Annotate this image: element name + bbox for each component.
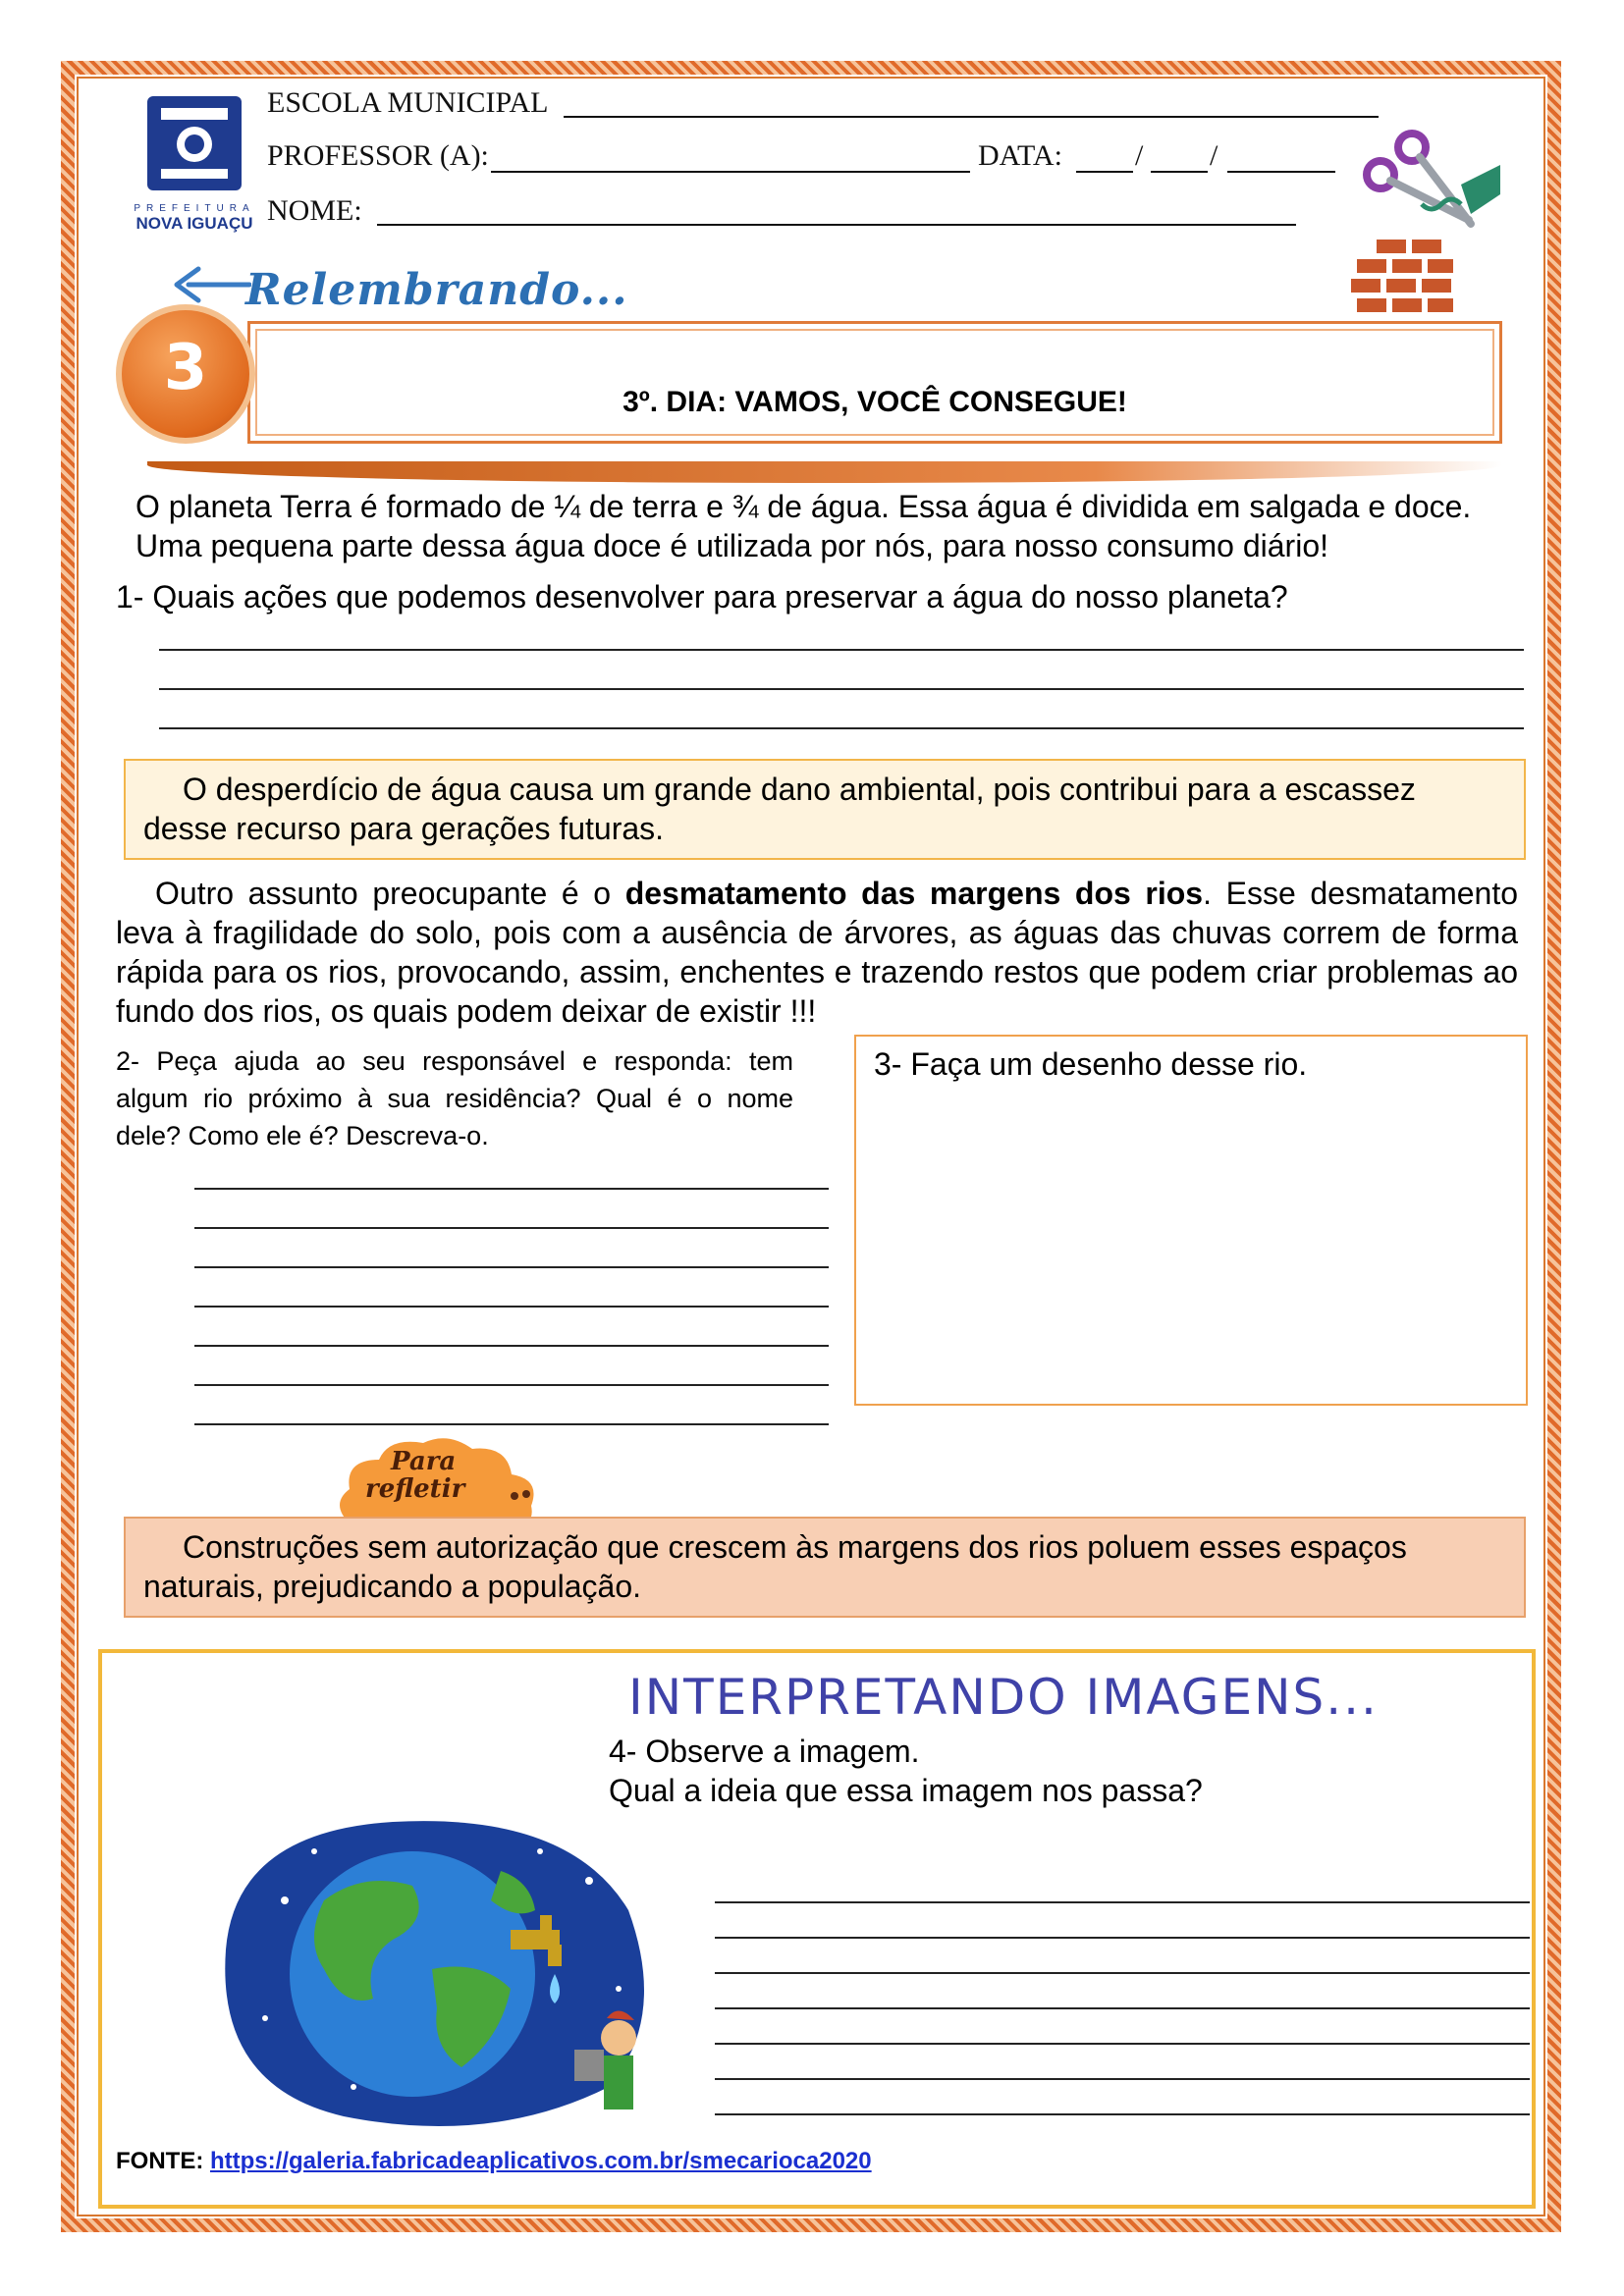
- q4-answer-line[interactable]: [715, 1972, 1530, 1974]
- scissors-icon: [1353, 126, 1510, 258]
- logo-text-top: PREFEITURA: [134, 203, 255, 214]
- q4-answer-line[interactable]: [715, 1901, 1530, 1903]
- date-day-field[interactable]: [1076, 171, 1133, 173]
- teacher-label: PROFESSOR (A):: [267, 139, 489, 172]
- relembrando-title: Relembrando...: [245, 265, 628, 315]
- question-1: 1- Quais ações que podemos desenvolver para preservar a água do nosso planeta?: [116, 579, 1288, 614]
- q4-answer-line[interactable]: [715, 2043, 1530, 2045]
- question-4-line-1: 4- Observe a imagem.: [609, 1734, 920, 1769]
- drawing-area[interactable]: [854, 1035, 1528, 1406]
- q2-answer-line[interactable]: [194, 1266, 829, 1268]
- q2-answer-line[interactable]: [194, 1227, 829, 1229]
- logo-text-bottom: NOVA IGUAÇU: [135, 214, 253, 233]
- day-number: 3: [163, 332, 208, 404]
- intro-line-2: Uma pequena parte dessa água doce é utilizada por nós, para nosso consumo diário!: [135, 528, 1328, 563]
- school-label: ESCOLA MUNICIPAL: [267, 86, 549, 119]
- name-label: NOME:: [267, 194, 362, 227]
- bricks-icon: [1349, 240, 1457, 323]
- name-field[interactable]: [377, 224, 1296, 226]
- coat-of-arms-icon: [126, 90, 263, 198]
- earth-faucet-illustration: [196, 1792, 687, 2151]
- para-refletir-line2: refletir: [365, 1474, 465, 1504]
- q1-answer-line[interactable]: [159, 727, 1524, 729]
- date-separator-2: /: [1210, 139, 1218, 172]
- desmatamento-text-before: Outro assunto preocupante é o: [155, 876, 625, 911]
- day-title-box-inner: [255, 329, 1494, 436]
- intro-line-1: O planeta Terra é formado de ¼ de terra e ¾ de água. Essa água é dividida em salgada e doce.: [135, 489, 1472, 524]
- date-separator-1: /: [1135, 139, 1144, 172]
- q4-answer-line[interactable]: [715, 1937, 1530, 1939]
- q1-answer-line[interactable]: [159, 688, 1524, 690]
- q2-answer-line[interactable]: [194, 1384, 829, 1386]
- q4-answer-line[interactable]: [715, 2113, 1530, 2115]
- info-box-desperdicio-text: O desperdício de água causa um grande dano ambiental, pois contribui para a escassez desse recurso para gerações futuras.: [143, 772, 1416, 846]
- desmatamento-paragraph: [116, 874, 1518, 1031]
- school-field[interactable]: [564, 116, 1379, 118]
- desmatamento-text-after: . Esse desmatamento leva à fragilidade do solo, pois com a ausência de árvores, as águas das chuvas correm de forma rápida para os rios, provocando, assim, enchentes e trazendo restos que podem criar problemas ao fundo dos rios, os quais podem deixar de existir !!!: [116, 876, 1519, 1029]
- question-2: 2- Peça ajuda ao seu responsável e responda: tem algum rio próximo à sua residência? Qual é o nome dele? Como ele é? Descreva-o.: [116, 1046, 793, 1150]
- info-box-construcoes-text: Construções sem autorização que crescem às margens dos rios poluem esses espaços naturais, prejudicando a população.: [143, 1529, 1407, 1604]
- day-title: 3º. DIA: VAMOS, VOCÊ CONSEGUE!: [623, 386, 1127, 418]
- para-refletir-line1: Para: [391, 1447, 457, 1476]
- q4-answer-line[interactable]: [715, 2078, 1530, 2080]
- source-credit: [116, 2148, 872, 2175]
- desmatamento-text-bold: desmatamento das margens dos rios: [624, 876, 1204, 911]
- question-3: 3- Faça um desenho desse rio.: [874, 1046, 1308, 1082]
- q2-answer-line[interactable]: [194, 1423, 829, 1425]
- source-link[interactable]: https://galeria.fabricadeaplicativos.com.br/smecarioca2020: [210, 2148, 872, 2174]
- q2-answer-line[interactable]: [194, 1345, 829, 1347]
- date-year-field[interactable]: [1227, 171, 1335, 173]
- q2-answer-line[interactable]: [194, 1306, 829, 1308]
- q2-answer-line[interactable]: [194, 1188, 829, 1190]
- q1-answer-line[interactable]: [159, 649, 1524, 651]
- q4-answer-line[interactable]: [715, 2007, 1530, 2009]
- source-label: FONTE:: [116, 2148, 204, 2174]
- date-label: DATA:: [978, 139, 1062, 172]
- date-month-field[interactable]: [1151, 171, 1208, 173]
- prefeitura-logo: [126, 90, 263, 238]
- question-4-line-2: Qual a ideia que essa imagem nos passa?: [609, 1773, 1203, 1808]
- teacher-field[interactable]: [491, 171, 970, 173]
- earth-faucet-icon: [196, 1792, 687, 2146]
- interpretando-title: INTERPRETANDO IMAGENS...: [628, 1669, 1379, 1726]
